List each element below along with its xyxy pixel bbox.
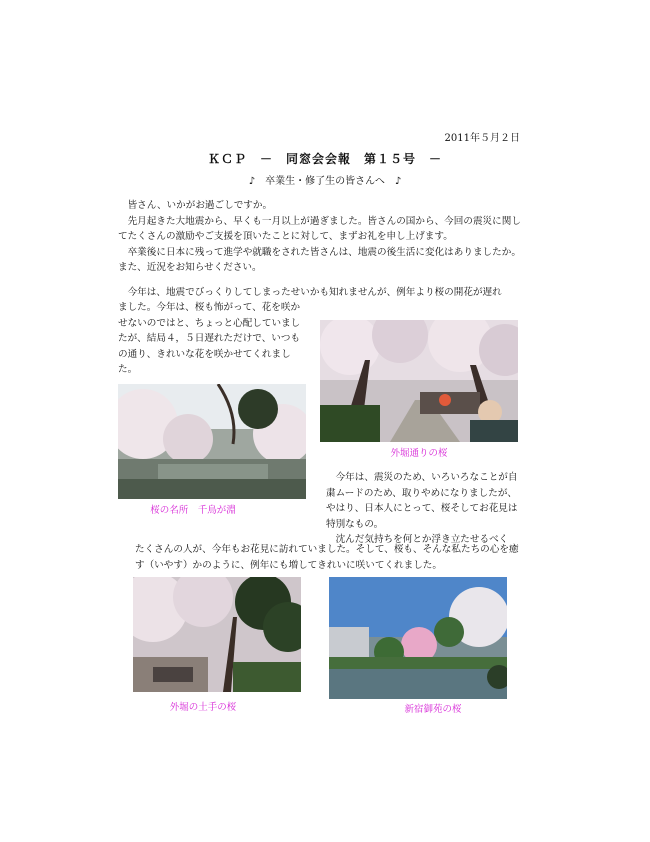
- greeting-paragraph: 皆さん、いかがお過ごしですか。: [127, 200, 273, 211]
- newsletter-subtitle: ♪ 卒業生・修了生の皆さんへ ♪: [248, 176, 402, 187]
- hanami-paragraph: [326, 470, 522, 548]
- news-request-paragraph: 卒業後に日本に残って進学や就職をされた皆さんは、地震の後生活に変化はありましたか。また、近況をお知らせください。: [118, 246, 521, 273]
- intro-paragraphs: [118, 198, 528, 276]
- photo-sotobori-street-caption: 外堀通りの桜: [390, 448, 448, 459]
- newsletter-title: ＫＣＰ － 同窓会会報 第１５号 －: [207, 152, 442, 166]
- photo-sotobori-street: [320, 320, 518, 442]
- spirits-paragraph-rest: たくさんの人が、今年もお花見に訪れていました。そして、桜も、そんな私たちの心を癒す（いやす）かのように、例年にも増してきれいに咲いてくれました。: [135, 544, 519, 571]
- thanks-paragraph: 先月起きた大地震から、早くも一月以上が過ぎました。皆さんの国から、今回の震災に関してたくさんの激励やご支援を頂いたことに対して、まずお礼を申し上げます。: [118, 215, 521, 242]
- issue-date: 2011年５月２日: [444, 133, 520, 144]
- hanami-paragraph-text: 今年は、震災のため、いろいろなことが自粛ムードのため、取りやめになりましたが、やはり、日本人にとって、桜そしてお花見は特別なもの。: [326, 472, 518, 530]
- photo-sotobori-bank: [133, 577, 301, 692]
- photo-shinjuku-gyoen: [329, 577, 507, 699]
- photo-chidorigafuchi: [118, 384, 306, 499]
- photo-chidorigafuchi-caption: 桜の名所 千鳥が淵: [150, 505, 236, 516]
- spirits-paragraph-start: 沈んだ気持ちを何とか浮き立たせるべく: [335, 534, 509, 545]
- sakura-paragraph-rest: ました。今年は、桜も怖がって、花を咲かせないのではと、ちょっと心配していましたが、結局４，５日遅れただけで、いつもの通り、きれいな花を咲かせてくれました。: [118, 302, 301, 375]
- photo-sotobori-bank-caption: 外堀の土手の桜: [169, 702, 237, 713]
- sakura-paragraph-line: 今年は、地震でびっくりしてしまったせいかも知れませんが、例年より桜の開花が遅れ: [127, 287, 502, 298]
- photo-shinjuku-gyoen-caption: 新宿御苑の桜: [404, 704, 462, 715]
